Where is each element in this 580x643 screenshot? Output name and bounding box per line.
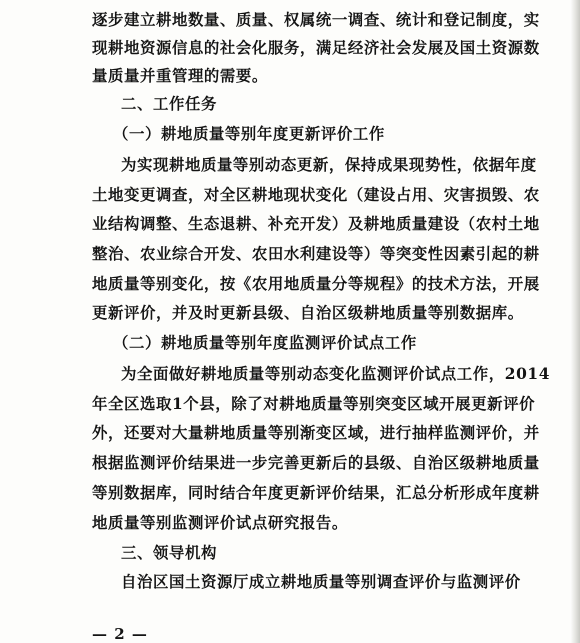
subsection-heading: （一）耕地质量等别年度更新评价工作 <box>113 125 385 143</box>
body-text-line: 地质量等别监测评价试点研究报告。 <box>92 514 348 532</box>
section-heading: 三、领导机构 <box>121 544 217 562</box>
body-text-line: 地质量等别变化，按《农用地质量分等规程》的技术方法，开展 <box>92 275 540 293</box>
body-text-line: 量质量并重管理的需要。 <box>92 67 268 85</box>
body-text-line: 年全区选取1个县，除了对耕地质量等别突变区域开展更新评价 <box>92 395 536 413</box>
page-edge-shadow <box>570 0 580 643</box>
body-text-line: 等别数据库，同时结合年度更新评价结果，汇总分析形成年度耕 <box>92 484 540 502</box>
body-text-line: 逐步建立耕地数量、质量、权属统一调查、统计和登记制度，实 <box>92 11 540 29</box>
page-number: — 2 — <box>92 625 148 643</box>
body-text-line: 自治区国土资源厅成立耕地质量等别调查评价与监测评价 <box>121 573 521 591</box>
body-text-line: 土地变更调查，对全区耕地现状变化（建设占用、灾害损毁、农 <box>92 186 540 204</box>
body-text-line: 根据监测评价结果进一步完善更新后的县级、自治区级耕地质量 <box>92 454 540 472</box>
body-text-line: 业结构调整、生态退耕、补充开发）及耕地质量建设（农村土地 <box>92 215 540 233</box>
section-heading: 二、工作任务 <box>121 95 217 113</box>
body-text-line: 外，还要对大量耕地质量等别渐变区域，进行抽样监测评价，并 <box>92 424 540 442</box>
body-text-line: 为全面做好耕地质量等别动态变化监测评价试点工作，2014 <box>121 365 551 383</box>
body-text-line: 整治、农业综合开发、农田水利建设等）等突变性因素引起的耕 <box>92 245 540 263</box>
body-text-line: 为实现耕地质量等别动态更新，保持成果现势性，依据年度 <box>121 156 537 174</box>
subsection-heading: （二）耕地质量等别年度监测评价试点工作 <box>113 334 417 352</box>
body-text-line: 现耕地资源信息的社会化服务，满足经济社会发展及国土资源数 <box>92 39 540 57</box>
body-text-line: 更新评价，并及时更新县级、自治区级耕地质量等别数据库。 <box>92 304 524 322</box>
